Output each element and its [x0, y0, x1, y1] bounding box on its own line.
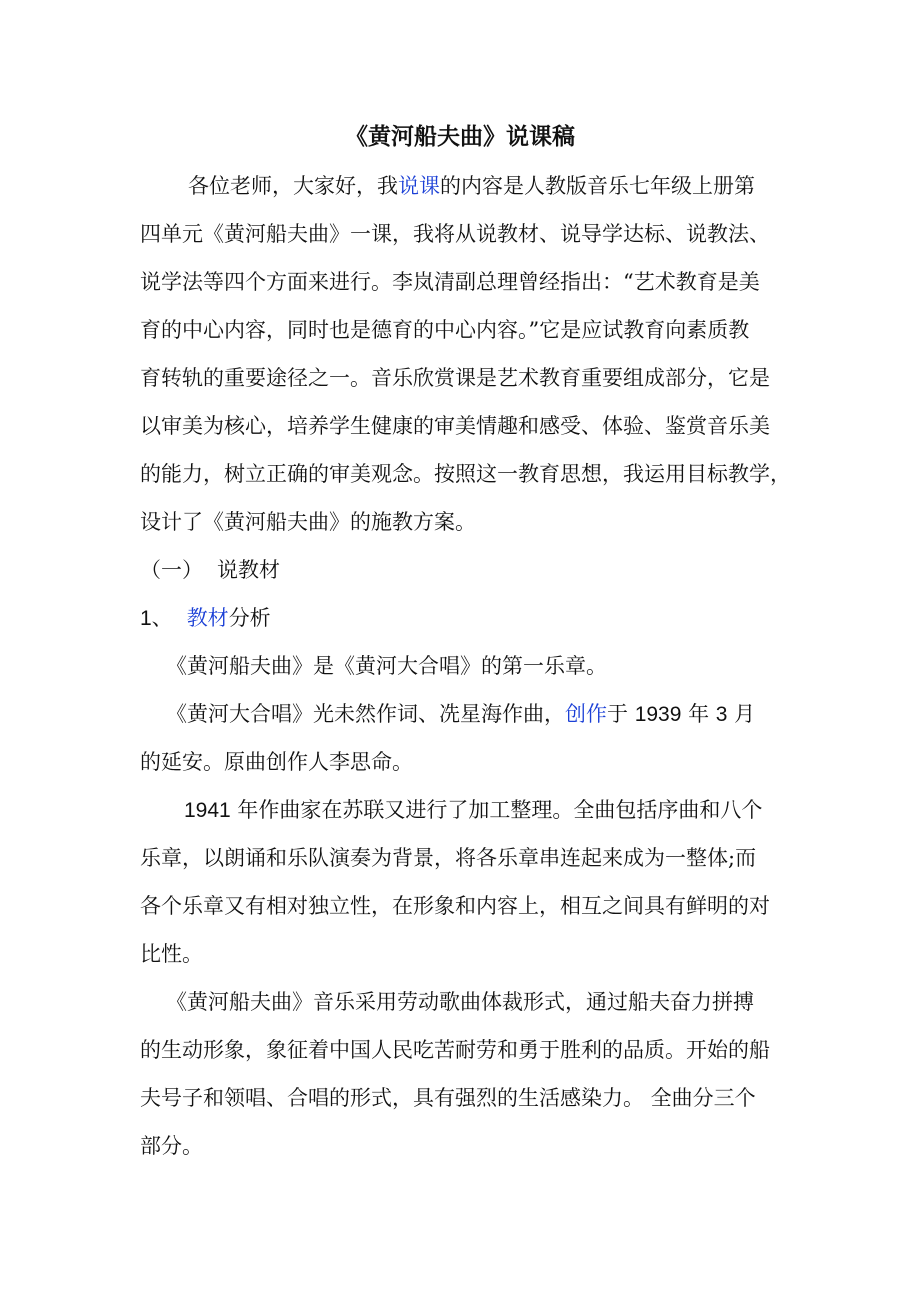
p2-text: 《黄河大合唱》光未然作词、冼星海作曲， [166, 702, 565, 726]
paragraph-4-line-2: 的生动形象，象征着中国人民吃苦耐劳和勇于胜利的品质。开始的船 [140, 1038, 770, 1062]
paragraph-2-line-2: 的延安。原曲创作人李思命。 [140, 750, 413, 774]
intro-line-6: 以审美为核心，培养学生健康的审美情趣和感受、体验、鉴赏音乐美 [140, 414, 770, 438]
intro-line-5: 育转轨的重要途径之一。音乐欣赏课是艺术教育重要组成部分，它是 [140, 366, 770, 390]
intro-line-2: 四单元《黄河船夫曲》一课，我将从说教材、说导学达标、说教法、 [140, 222, 770, 246]
paragraph-3-line-1 [184, 795, 762, 826]
link-jiaocai[interactable]: 教材 [186, 606, 229, 630]
paragraph-1: 《黄河船夫曲》是《黄河大合唱》的第一乐章。 [166, 654, 607, 678]
paragraph-3-line-2: 乐章，以朗诵和乐队演奏为背景，将各乐章串连起来成为一整体;而 [140, 846, 757, 870]
paragraph-3-line-3: 各个乐章又有相对独立性，在形象和内容上，相互之间具有鲜明的对 [140, 894, 770, 918]
paragraph-4-line-1: 《黄河船夫曲》音乐采用劳动歌曲体裁形式，通过船夫奋力拼搏 [166, 990, 754, 1014]
section-heading [140, 555, 280, 585]
document-title: 《黄河船夫曲》说课稿 [345, 124, 575, 150]
paragraph-4-line-3: 夫号子和领唱、合唱的形式，具有强烈的生活感染力。 全曲分三个 [140, 1086, 756, 1110]
p3-year: 1941 [184, 799, 231, 822]
paragraph-3-line-4: 比性。 [140, 942, 203, 966]
p2-text: 于 [607, 702, 635, 726]
intro-text: 各位老师，大家好，我 [188, 174, 398, 198]
intro-line-1 [188, 171, 755, 201]
paragraph-4-line-4: 部分。 [140, 1134, 203, 1158]
item-title: 分析 [228, 606, 271, 630]
intro-line-3: 说学法等四个方面来进行。李岚清副总理曾经指出：“艺术教育是美 [140, 270, 760, 294]
intro-line-8: 设计了《黄河船夫曲》的施教方案。 [140, 510, 476, 534]
p2-text: 月 [727, 702, 756, 726]
p2-month: 3 [715, 703, 728, 726]
p2-year: 1939 [634, 703, 682, 726]
link-shuoke[interactable]: 说课 [398, 174, 440, 198]
paragraph-2-line-1 [166, 699, 755, 730]
section-title: 说教材 [217, 558, 280, 582]
intro-line-4: 育的中心内容，同时也是德育的中心内容。”它是应试教育向素质教 [140, 318, 750, 342]
item-number: 1、 [140, 607, 173, 630]
intro-text: 的内容是人教版音乐七年级上册第 [440, 174, 755, 198]
p3-text: 年作曲家在苏联又进行了加工整理。全曲包括序曲和八个 [230, 798, 763, 822]
intro-line-7: 的能力，树立正确的审美观念。按照这一教育思想，我运用目标教学， [140, 462, 791, 486]
item-heading [140, 603, 271, 634]
p2-text: 年 [681, 702, 716, 726]
link-chuangzuo[interactable]: 创作 [565, 702, 607, 726]
section-number: （一） [140, 558, 203, 582]
